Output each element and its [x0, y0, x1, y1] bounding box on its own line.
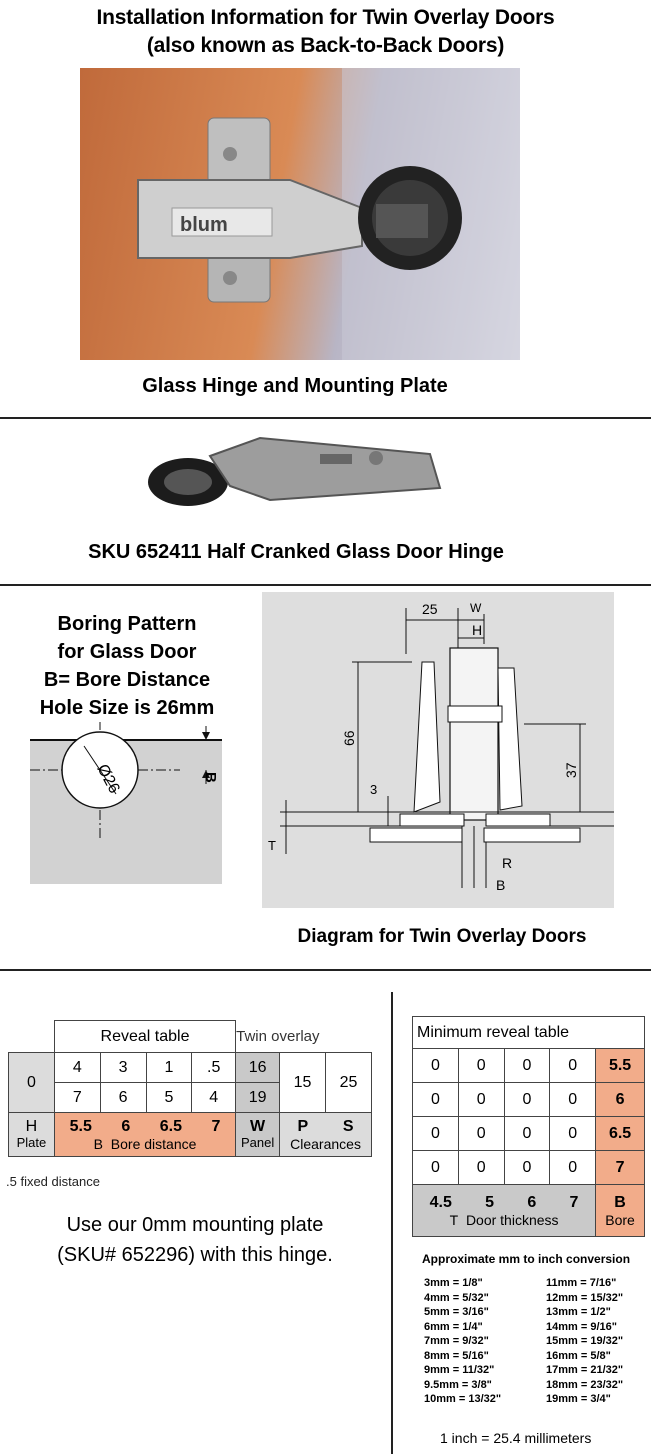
dim-t: T — [268, 838, 276, 853]
mounting-plate-note — [30, 1210, 360, 1270]
conversion-item: 4mm = 5/32" — [424, 1291, 489, 1304]
boring-line-3: B= Bore Distance — [43, 669, 211, 691]
min-cell: 0 — [550, 1117, 596, 1151]
bore-value: 6 — [121, 1117, 131, 1135]
b-label: B — [202, 772, 219, 783]
w-label: W — [250, 1117, 266, 1135]
reveal-h-cell — [9, 1113, 55, 1157]
min-cell: 0 — [413, 1083, 459, 1117]
dim-h: H — [472, 622, 483, 638]
divider — [0, 969, 651, 971]
dim-w: W — [470, 601, 482, 615]
min-cell: 0 — [550, 1151, 596, 1185]
reveal-cell: 3 — [100, 1053, 146, 1083]
reveal-cell: 5 — [146, 1083, 192, 1113]
bore-value: 7 — [211, 1117, 221, 1135]
photo-caption: Glass Hinge and Mounting Plate — [142, 375, 448, 397]
min-cell: 0 — [458, 1151, 504, 1185]
conversion-item: 14mm = 9/16" — [546, 1320, 617, 1333]
boring-pattern-text — [22, 610, 232, 722]
conversion-item: 9mm = 11/32" — [424, 1364, 495, 1376]
hinge-photo-illustration — [80, 68, 520, 360]
b-label: B — [93, 1135, 103, 1152]
reveal-table — [8, 1020, 372, 1157]
plate-label: Plate — [16, 1134, 47, 1150]
conversion-item: 16mm = 5/8" — [546, 1349, 611, 1362]
thickness-value: 5 — [485, 1193, 495, 1211]
thickness-value: 6 — [527, 1193, 537, 1211]
conversion-item: 18mm = 23/32" — [546, 1378, 624, 1391]
vertical-divider — [391, 992, 393, 1454]
min-bore-cell: 6.5 — [596, 1117, 645, 1151]
bore-label: Bore — [605, 1211, 635, 1228]
min-cell: 0 — [458, 1049, 504, 1083]
dim-3: 3 — [370, 782, 378, 797]
minimum-reveal-table — [412, 1016, 645, 1237]
dim-37: 37 — [563, 762, 579, 778]
reveal-p-value: 15 — [280, 1053, 326, 1113]
boring-line-2: for Glass Door — [57, 641, 197, 663]
reveal-cell: 7 — [54, 1083, 100, 1113]
dim-b: B — [496, 877, 506, 893]
twin-overlay-diagram — [262, 592, 614, 908]
b-label: B — [614, 1193, 626, 1211]
conversion-item: 3mm = 1/8" — [424, 1277, 483, 1289]
conversion-item: 5mm = 3/16" — [424, 1306, 489, 1318]
fixed-distance-note: .5 fixed distance — [6, 1174, 100, 1189]
conversion-item: 6mm = 1/4" — [424, 1320, 483, 1333]
blum-logo: blum — [180, 214, 228, 236]
t-label: T — [449, 1211, 459, 1228]
reveal-cell: 16 — [236, 1053, 280, 1083]
conversion-item: 12mm = 15/32" — [546, 1291, 624, 1304]
min-cell: 0 — [504, 1083, 550, 1117]
diagram-caption: Diagram for Twin Overlay Doors — [297, 926, 587, 947]
reveal-table-title: Reveal table — [54, 1021, 235, 1053]
clearances-label: Clearances — [290, 1135, 361, 1152]
conversion-item: 11mm = 7/16" — [546, 1277, 617, 1289]
dim-r: R — [502, 855, 513, 871]
min-cell: 0 — [550, 1049, 596, 1083]
door-thickness-cell — [413, 1185, 596, 1237]
reveal-cell: 4 — [54, 1053, 100, 1083]
boring-diagram — [30, 722, 222, 884]
conversion-footer: 1 inch = 25.4 millimeters — [440, 1430, 592, 1446]
min-bore-cell: 6 — [596, 1083, 645, 1117]
hinge-product-image — [140, 430, 450, 520]
reveal-bore-cell — [54, 1113, 235, 1157]
diameter-label: Ø26 — [93, 761, 123, 797]
conversion-item: 9.5mm = 3/8" — [424, 1378, 492, 1391]
reveal-cell: 6 — [100, 1083, 146, 1113]
boring-line-4: Hole Size is 26mm — [39, 697, 215, 719]
twin-overlay-label: Twin overlay — [236, 1027, 320, 1045]
conversion-item: 13mm = 1/2" — [546, 1306, 611, 1318]
bore-value: 6.5 — [159, 1117, 182, 1135]
reveal-cell: 4 — [192, 1083, 236, 1113]
s-label: S — [342, 1117, 354, 1135]
dim-25: 25 — [422, 601, 438, 617]
min-bore-cell: 5.5 — [596, 1049, 645, 1083]
dim-66: 66 — [341, 730, 357, 746]
min-cell: 0 — [413, 1049, 459, 1083]
conversion-left-column — [424, 1276, 534, 1407]
reveal-w-cell — [236, 1113, 280, 1157]
min-cell: 0 — [550, 1083, 596, 1117]
reveal-s-value: 25 — [326, 1053, 372, 1113]
min-cell: 0 — [504, 1049, 550, 1083]
min-cell: 0 — [413, 1151, 459, 1185]
h-label: H — [25, 1117, 38, 1135]
p-label: P — [297, 1117, 309, 1135]
conversion-item: 7mm = 9/32" — [424, 1335, 489, 1347]
min-cell: 0 — [458, 1117, 504, 1151]
mounting-plate-note-line2: (SKU# 652296) with this hinge. — [57, 1244, 333, 1266]
conversion-title: Approximate mm to inch conversion — [422, 1252, 631, 1266]
boring-line-1: Boring Pattern — [57, 613, 197, 635]
divider — [0, 417, 651, 419]
hinge-caption: SKU 652411 Half Cranked Glass Door Hinge — [88, 541, 504, 563]
min-cell: 0 — [504, 1117, 550, 1151]
mounting-plate-note-line1: Use our 0mm mounting plate — [66, 1214, 324, 1236]
thickness-value: 4.5 — [429, 1193, 452, 1211]
min-cell: 0 — [504, 1151, 550, 1185]
reveal-zero: 0 — [9, 1053, 55, 1113]
conversion-item: 17mm = 21/32" — [546, 1364, 624, 1376]
min-reveal-title: Minimum reveal table — [413, 1017, 645, 1049]
min-cell: 0 — [458, 1083, 504, 1117]
bore-distance-label: Bore distance — [110, 1135, 197, 1152]
bore-header-cell — [596, 1185, 645, 1237]
conversion-item: 15mm = 19/32" — [546, 1335, 624, 1347]
reveal-cell: 1 — [146, 1053, 192, 1083]
bore-value: 5.5 — [69, 1117, 92, 1135]
divider — [0, 584, 651, 586]
reveal-clearance-cell — [280, 1113, 372, 1157]
conversion-item: 8mm = 5/16" — [424, 1349, 489, 1362]
conversion-right-column — [546, 1276, 646, 1407]
min-bore-cell: 7 — [596, 1151, 645, 1185]
conversion-item: 19mm = 3/4" — [546, 1393, 611, 1405]
page-subtitle: (also known as Back-to-Back Doors) — [146, 34, 505, 57]
panel-label: Panel — [240, 1134, 275, 1150]
thickness-value: 7 — [569, 1193, 579, 1211]
reveal-cell: 19 — [236, 1083, 280, 1113]
door-thickness-label: Door thickness — [465, 1211, 559, 1228]
hinge-photo — [80, 68, 520, 360]
reveal-cell: .5 — [192, 1053, 236, 1083]
conversion-item: 10mm = 13/32" — [424, 1393, 502, 1405]
min-cell: 0 — [413, 1117, 459, 1151]
page-title: Installation Information for Twin Overlay Doors — [96, 6, 555, 29]
